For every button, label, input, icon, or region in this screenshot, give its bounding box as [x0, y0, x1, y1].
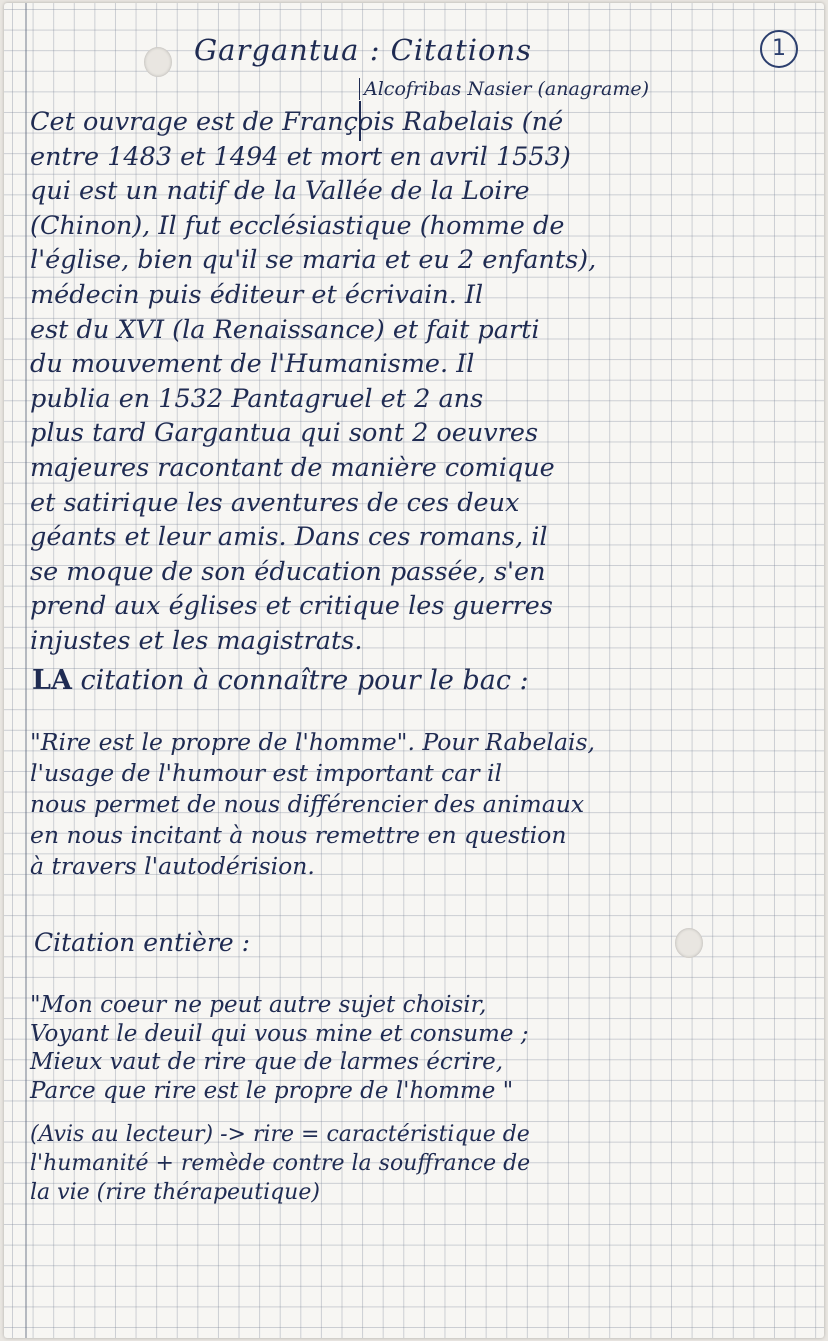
full-quote-poem — [30, 991, 824, 1105]
text-line: "Rire est le propre de l'homme". Pour Rabelais, — [30, 728, 595, 756]
text-line: l'usage de l'humour est important car il — [30, 759, 503, 787]
text-line: qui est un natif de la Vallée de la Loire — [30, 176, 530, 207]
text-line: Cet ouvrage est de François Rabelais (né — [30, 107, 564, 137]
text-line: du mouvement de l'Humanisme. Il — [30, 349, 475, 380]
note-line: (Avis au lecteur) -> rire = caractéristique de — [30, 1122, 530, 1147]
text-line: en nous incitant à nous remettre en question — [30, 821, 567, 849]
text-line: majeures racontant de manière comique — [30, 452, 555, 483]
analysis-note — [30, 1120, 824, 1207]
text-line: est du XVI (la Renaissance) et fait parti — [30, 314, 540, 345]
heading-text: citation à connaître pour le bac : — [80, 665, 529, 696]
poem-line: Voyant le deuil qui vous mine et consume ; — [30, 1020, 529, 1047]
text-line: se moque de son éducation passée, s'en — [30, 556, 546, 587]
text-line: entre 1483 et 1494 et mort en avril 1553) — [30, 141, 571, 172]
text-line: médecin puis éditeur et écrivain. Il — [30, 279, 484, 310]
poem-line: Mieux vaut de rire que de larmes écrire, — [30, 1049, 504, 1076]
text-line: publia en 1532 Pantagruel et 2 ans — [30, 383, 484, 414]
text-line: plus tard Gargantua qui sont 2 oeuvres — [30, 418, 539, 449]
pseudonym-note: Alcofribas Nasier (anagrame) — [359, 78, 649, 100]
note-line: la vie (rire thérapeutique) — [30, 1180, 320, 1205]
poem-line: "Mon coeur ne peut autre sujet choisir, — [30, 992, 487, 1018]
text-line: injustes et les magistrats. — [30, 625, 363, 656]
margin-line — [25, 3, 27, 1338]
heading-emphasis: LA — [32, 665, 72, 696]
text-line: à travers l'autodérision. — [30, 852, 315, 880]
punch-hole-left — [144, 47, 172, 77]
page-title: Gargantua : Citations — [194, 33, 533, 67]
bac-quote-paragraph — [30, 727, 824, 882]
full-quote-heading: Citation entière : — [34, 928, 251, 957]
text-line: prend aux églises et critique les guerres — [30, 591, 553, 622]
bac-quote-heading — [32, 665, 529, 696]
text-line: l'église, bien qu'il se maria et eu 2 enfants), — [30, 245, 597, 276]
page-number: 1 — [760, 30, 798, 68]
note-line: l'humanité + remède contre la souffrance de — [30, 1151, 531, 1176]
punch-hole-right — [675, 928, 703, 958]
text-line: nous permet de nous différencier des animaux — [30, 790, 585, 818]
text-line: (Chinon), Il fut ecclésiastique (homme de — [30, 210, 565, 241]
text-line: géants et leur amis. Dans ces romans, il — [30, 522, 548, 553]
grid-paper-card — [4, 3, 824, 1338]
intro-paragraph — [30, 105, 820, 659]
poem-line: Parce que rire est le propre de l'homme " — [30, 1077, 514, 1104]
text-line: et satirique les aventures de ces deux — [30, 487, 520, 518]
